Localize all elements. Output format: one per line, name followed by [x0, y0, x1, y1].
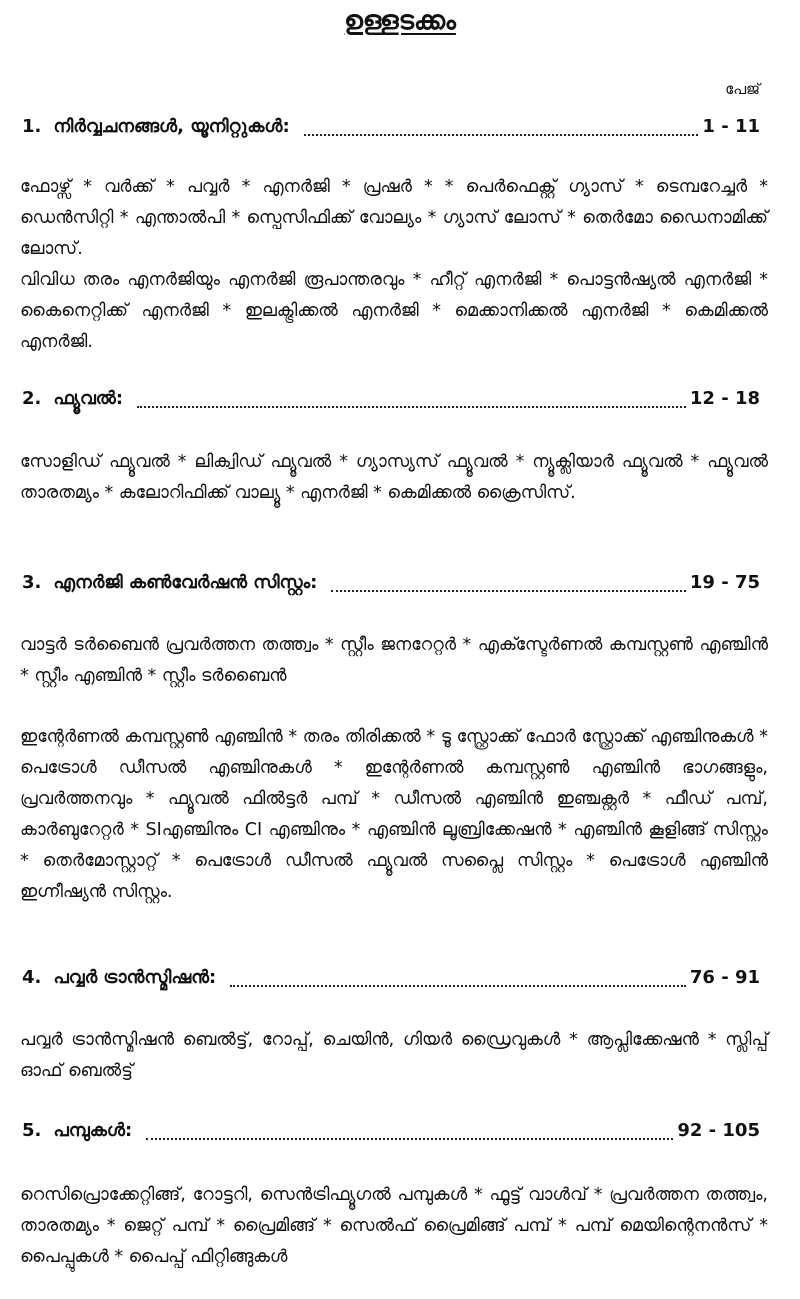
section-body-5	[20, 1180, 768, 1273]
section-body-3b	[20, 722, 768, 908]
section-name: എനർജി കൺവേർഷൻ സിസ്റ്റം:	[53, 572, 318, 593]
section-number: 3.	[22, 572, 42, 593]
section-body-1	[20, 172, 768, 358]
section-heading-5	[22, 1120, 760, 1146]
section-paragraph: റെസിപ്രൊക്കേറ്റിങ്ങ്, റോട്ടറി, സെൻട്രിഫ്യൂഗൽ പമ്പുകൾ * ഫൂട്ട് വാൾവ് * പ്രവർത്തന തത്ത്വം, താരതമ്യം * ജെറ്റ് പമ്പ് * പ്രൈമിങ്ങ് * സെൽഫ് പ്രൈമിങ്ങ് പമ്പ് * പമ്പ് മെയിന്റെനൻസ് * പൈപ്പുകൾ * പൈപ്പ് ഫിറ്റിങ്ങുകൾ	[20, 1185, 768, 1267]
page-column-label: പേജ്	[725, 80, 760, 98]
section-body-3a	[20, 630, 768, 692]
section-page-range: 12 - 18	[689, 388, 760, 409]
dot-leader	[331, 589, 686, 592]
section-paragraph: പവ്വർ ട്രാൻസ്മിഷൻ ബെൽട്ട്, റോപ്പ്, ചെയിൻ, ഗിയർ ഡ്രൈവുകൾ * ആപ്ലിക്കേഷൻ * സ്ലിപ്പ് ഓഫ് ബെൽട്ട്	[20, 1030, 768, 1081]
section-name: പമ്പുകൾ:	[53, 1120, 133, 1141]
dot-leader	[137, 405, 686, 408]
section-paragraph: സോളിഡ് ഫ്യൂവൽ * ലിക്വിഡ് ഫ്യൂവൽ * ഗ്യാസ്യസ് ഫ്യൂവൽ * ന്യൂക്ലിയാർ ഫ്യൂവൽ * ഫ്യൂവൽ താരതമ്യം * കലോറിഫിക്ക് വാല്യൂ * എനർജി * കെമിക്കൽ ക്രൈസിസ്.	[20, 452, 768, 503]
section-paragraph: വിവിധ തരം എനർജിയും എനർജി രൂപാന്തരവും * ഹീറ്റ് എനർജി * പൊട്ടൻഷ്യൽ എനർജി * കൈനെറ്റിക്ക് എനർജി * ഇലക്ട്രിക്കൽ എനർജി * മെക്കാനിക്കൽ എനർജി * കെമിക്കൽ എനർജി.	[20, 270, 768, 352]
section-paragraph: ഇന്റേർണൽ കമ്പസ്റ്റൺ എഞ്ചിൻ * തരം തിരിക്കൽ * ടൂ സ്റ്റ്രോക്ക് ഫോർ സ്റ്റ്രോക്ക് എഞ്ചിനുകൾ * പെട്രോൾ ഡീസൽ എഞ്ചിനുകൾ * ഇന്റേർണൽ കമ്പസ്റ്റൺ എഞ്ചിൻ ഭാഗങ്ങളും, പ്രവർത്തനവും * ഫ്യൂവൽ ഫിൽട്ടർ പമ്പ് * ഡീസൽ എഞ്ചിൻ ഇഞ്ചക്റ്റർ * ഫീഡ് പമ്പ്, കാർബുറേറ്റർ * SIഎഞ്ചിനും CI എഞ്ചിനും * എഞ്ചിൻ ലൂബ്രിക്കേഷൻ * എഞ്ചിൻ കൂളിങ്ങ് സിസ്റ്റം * തെർമോസ്റ്റാറ്റ് * പെട്രോൾ ഡീസൽ ഫ്യൂവൽ സപ്ലൈ സിസ്റ്റം * പെട്രോൾ എഞ്ചിൻ ഇഗ്നീഷ്യൻ സിസ്റ്റം.	[20, 727, 768, 902]
page-title: ഉള്ളടക്കം	[344, 6, 456, 36]
section-heading-3	[22, 572, 760, 598]
section-page-range: 76 - 91	[689, 967, 760, 988]
dot-leader	[304, 133, 699, 136]
section-number: 5.	[22, 1120, 42, 1141]
section-body-4	[20, 1025, 768, 1087]
section-name: ഫ്യൂവൽ:	[53, 388, 124, 409]
section-page-range: 1 - 11	[702, 116, 760, 137]
section-number: 2.	[22, 388, 42, 409]
section-page-range: 92 - 105	[677, 1120, 760, 1141]
section-heading-4	[22, 967, 760, 993]
dot-leader	[146, 1137, 673, 1140]
section-paragraph: വാട്ടർ ടർബൈൻ പ്രവർത്തന തത്ത്വം * സ്റ്റീം ജനറേറ്റർ * എക്സ്ടേർണൽ കമ്പസ്റ്റൺ എഞ്ചിൻ * സ്റ്റീം എഞ്ചിൻ * സ്റ്റീം ടർബൈൻ	[20, 635, 768, 686]
section-heading-1	[22, 116, 760, 142]
section-paragraph: ഫോഴ്സ് * വർക്ക് * പവ്വർ * എനർജി * പ്രഷർ * * പെർഫെക്റ്റ് ഗ്യാസ് * ടെമ്പറേച്ചർ * ഡെൻസിറ്റി * എന്താൽപി * സ്പെസിഫിക്ക് വോല്യം * ഗ്യാസ് ലോസ് * തെർമോ ഡൈനാമിക്ക് ലോസ്.	[20, 177, 768, 259]
section-page-range: 19 - 75	[689, 572, 760, 593]
section-name: നിർവ്വചനങ്ങൾ, യൂനിറ്റുകൾ:	[53, 116, 290, 137]
section-number: 4.	[22, 967, 42, 988]
dot-leader	[230, 984, 686, 987]
section-name: പവ്വർ ട്രാൻസ്മിഷൻ:	[53, 967, 217, 988]
section-body-2	[20, 447, 768, 509]
section-number: 1.	[22, 116, 42, 137]
section-heading-2	[22, 388, 760, 414]
